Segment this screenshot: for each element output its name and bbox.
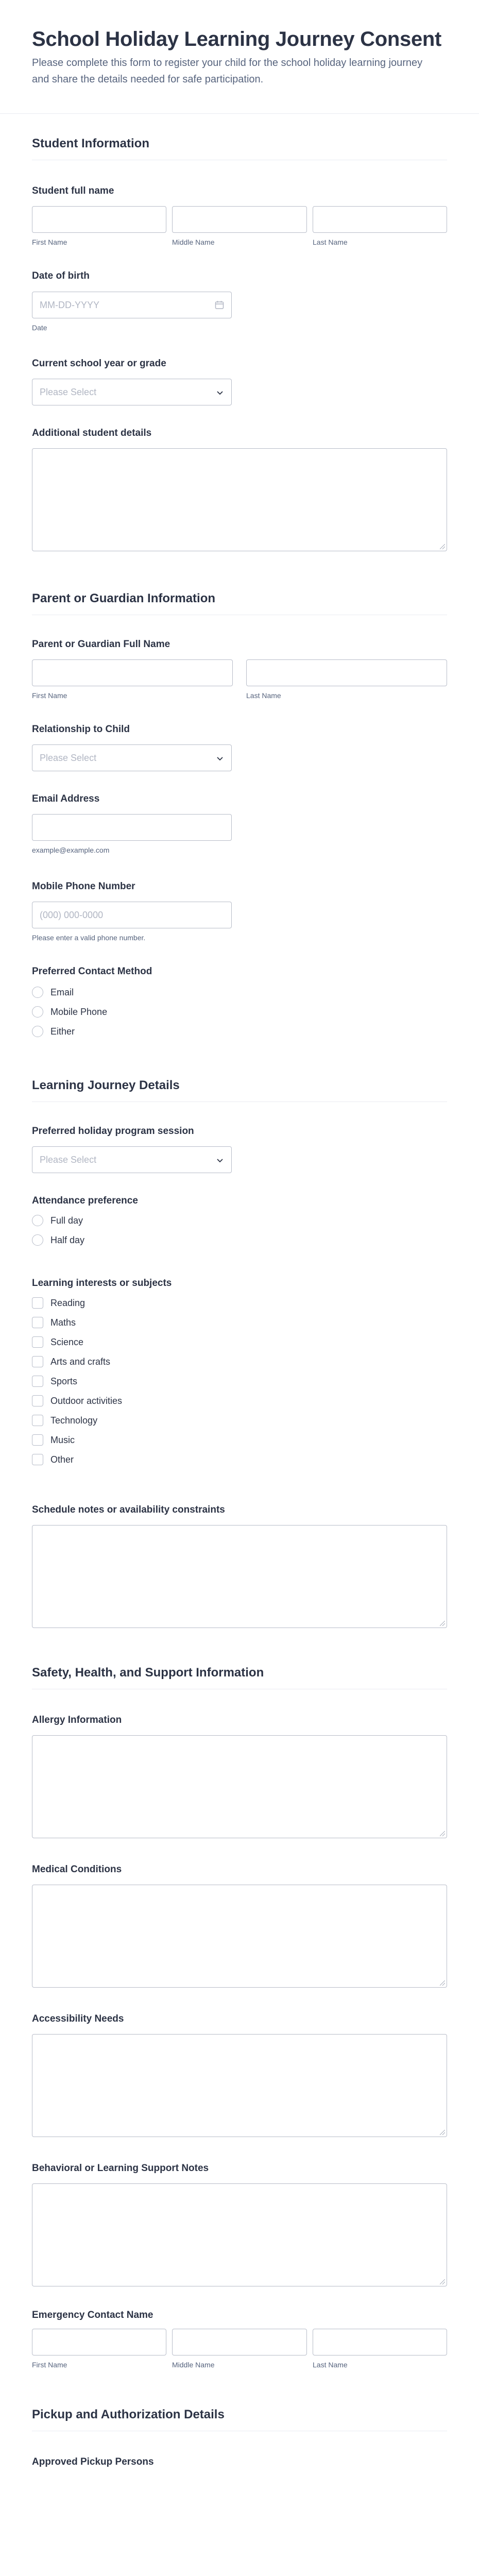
dob-input[interactable] [32,292,232,318]
email-label: Email Address [32,793,100,804]
accessibility-label: Accessibility Needs [32,2013,124,2024]
chevron-down-icon [216,1156,224,1164]
phone-input[interactable] [32,902,232,928]
email-input[interactable] [32,814,232,841]
interest-technology-checkbox[interactable] [32,1415,43,1426]
interest-music-checkbox[interactable] [32,1434,43,1446]
dob-label: Date of birth [32,270,90,281]
attendance-option-label: Full day [50,1215,83,1226]
chevron-down-icon [216,754,224,762]
contact-method-label: Preferred Contact Method [32,966,152,977]
section-title-safety: Safety, Health, and Support Information [32,1666,264,1680]
attendance-half-radio[interactable] [32,1234,43,1246]
student-first-name-sublabel: First Name [32,238,67,246]
relationship-select[interactable] [32,744,232,771]
interest-reading-checkbox[interactable] [32,1297,43,1309]
student-middle-name-input[interactable] [172,206,307,233]
interest-option-label: Reading [50,1298,85,1308]
medical-label: Medical Conditions [32,1864,122,1875]
interest-option-label: Other [50,1454,74,1465]
interest-option-label: Outdoor activities [50,1396,123,1406]
guardian-first-name-input[interactable] [32,659,233,686]
interests-label: Learning interests or subjects [32,1278,172,1289]
attendance-full-radio[interactable] [32,1215,43,1226]
contact-option-label: Either [50,1026,75,1037]
student-details-textarea[interactable] [32,448,447,551]
contact-either-radio[interactable] [32,1026,43,1037]
guardian-last-name-sublabel: Last Name [246,691,281,700]
attendance-label: Attendance preference [32,1195,138,1206]
email-sublabel: example@example.com [32,846,110,854]
approved-pickup-label: Approved Pickup Persons [32,2456,154,2467]
emergency-contact-label: Emergency Contact Name [32,2310,153,2320]
session-label: Preferred holiday program session [32,1126,194,1137]
interest-option-label: Science [50,1337,84,1347]
interest-option-label: Music [50,1435,75,1445]
schedule-textarea[interactable] [32,1525,447,1628]
relationship-label: Relationship to Child [32,724,130,735]
interest-sports-checkbox[interactable] [32,1376,43,1387]
relationship-placeholder: Please Select [40,753,97,763]
allergy-textarea[interactable] [32,1735,447,1838]
student-first-name-input[interactable] [32,206,166,233]
emergency-first-name-sublabel: First Name [32,2361,67,2369]
dob-placeholder: MM-DD-YYYY [40,300,99,310]
contact-option-label: Mobile Phone [50,1007,108,1017]
interest-option-label: Maths [50,1317,76,1328]
contact-phone-radio[interactable] [32,1006,43,1018]
interest-option-label: Technology [50,1415,98,1426]
student-details-label: Additional student details [32,428,152,438]
medical-textarea[interactable] [32,1885,447,1988]
student-name-label: Student full name [32,185,114,196]
emergency-first-name-input[interactable] [32,2329,166,2355]
section-title-journey: Learning Journey Details [32,1078,180,1092]
phone-placeholder: (000) 000-0000 [40,910,104,920]
student-last-name-input[interactable] [313,206,447,233]
guardian-first-name-sublabel: First Name [32,691,67,700]
form-title: School Holiday Learning Journey Consent [32,28,442,50]
interest-option-label: Arts and crafts [50,1357,111,1367]
accessibility-textarea[interactable] [32,2034,447,2137]
session-placeholder: Please Select [40,1155,97,1165]
interest-maths-checkbox[interactable] [32,1317,43,1328]
dob-sublabel: Date [32,324,47,332]
guardian-last-name-input[interactable] [246,659,447,686]
section-title-pickup: Pickup and Authorization Details [32,2408,225,2421]
student-last-name-sublabel: Last Name [313,238,348,246]
attendance-option-label: Half day [50,1235,85,1245]
emergency-last-name-sublabel: Last Name [313,2361,348,2369]
section-title-student: Student Information [32,137,149,150]
interest-arts-checkbox[interactable] [32,1356,43,1367]
phone-label: Mobile Phone Number [32,881,135,892]
section-title-guardian: Parent or Guardian Information [32,591,216,605]
emergency-middle-name-sublabel: Middle Name [172,2361,215,2369]
schedule-label: Schedule notes or availability constraints [32,1504,225,1515]
header-divider [0,113,479,114]
behavioral-textarea[interactable] [32,2183,447,2286]
contact-email-radio[interactable] [32,987,43,998]
interest-outdoor-checkbox[interactable] [32,1395,43,1406]
grade-placeholder: Please Select [40,387,97,397]
section-divider [32,1101,447,1102]
calendar-icon[interactable] [215,300,224,310]
emergency-last-name-input[interactable] [313,2329,447,2355]
interest-other-checkbox[interactable] [32,1454,43,1465]
emergency-middle-name-input[interactable] [172,2329,307,2355]
behavioral-label: Behavioral or Learning Support Notes [32,2163,209,2174]
chevron-down-icon [216,388,224,397]
student-middle-name-sublabel: Middle Name [172,238,215,246]
grade-select[interactable] [32,379,232,405]
allergy-label: Allergy Information [32,1715,122,1725]
form-description: Please complete this form to register your child for the school holiday learning journey and share the details needed for safe participation. [32,57,423,85]
grade-label: Current school year or grade [32,358,166,369]
guardian-name-label: Parent or Guardian Full Name [32,639,170,650]
interest-science-checkbox[interactable] [32,1336,43,1348]
contact-option-label: Email [50,987,74,997]
interest-option-label: Sports [50,1376,78,1386]
phone-sublabel: Please enter a valid phone number. [32,934,146,942]
session-select[interactable] [32,1146,232,1173]
